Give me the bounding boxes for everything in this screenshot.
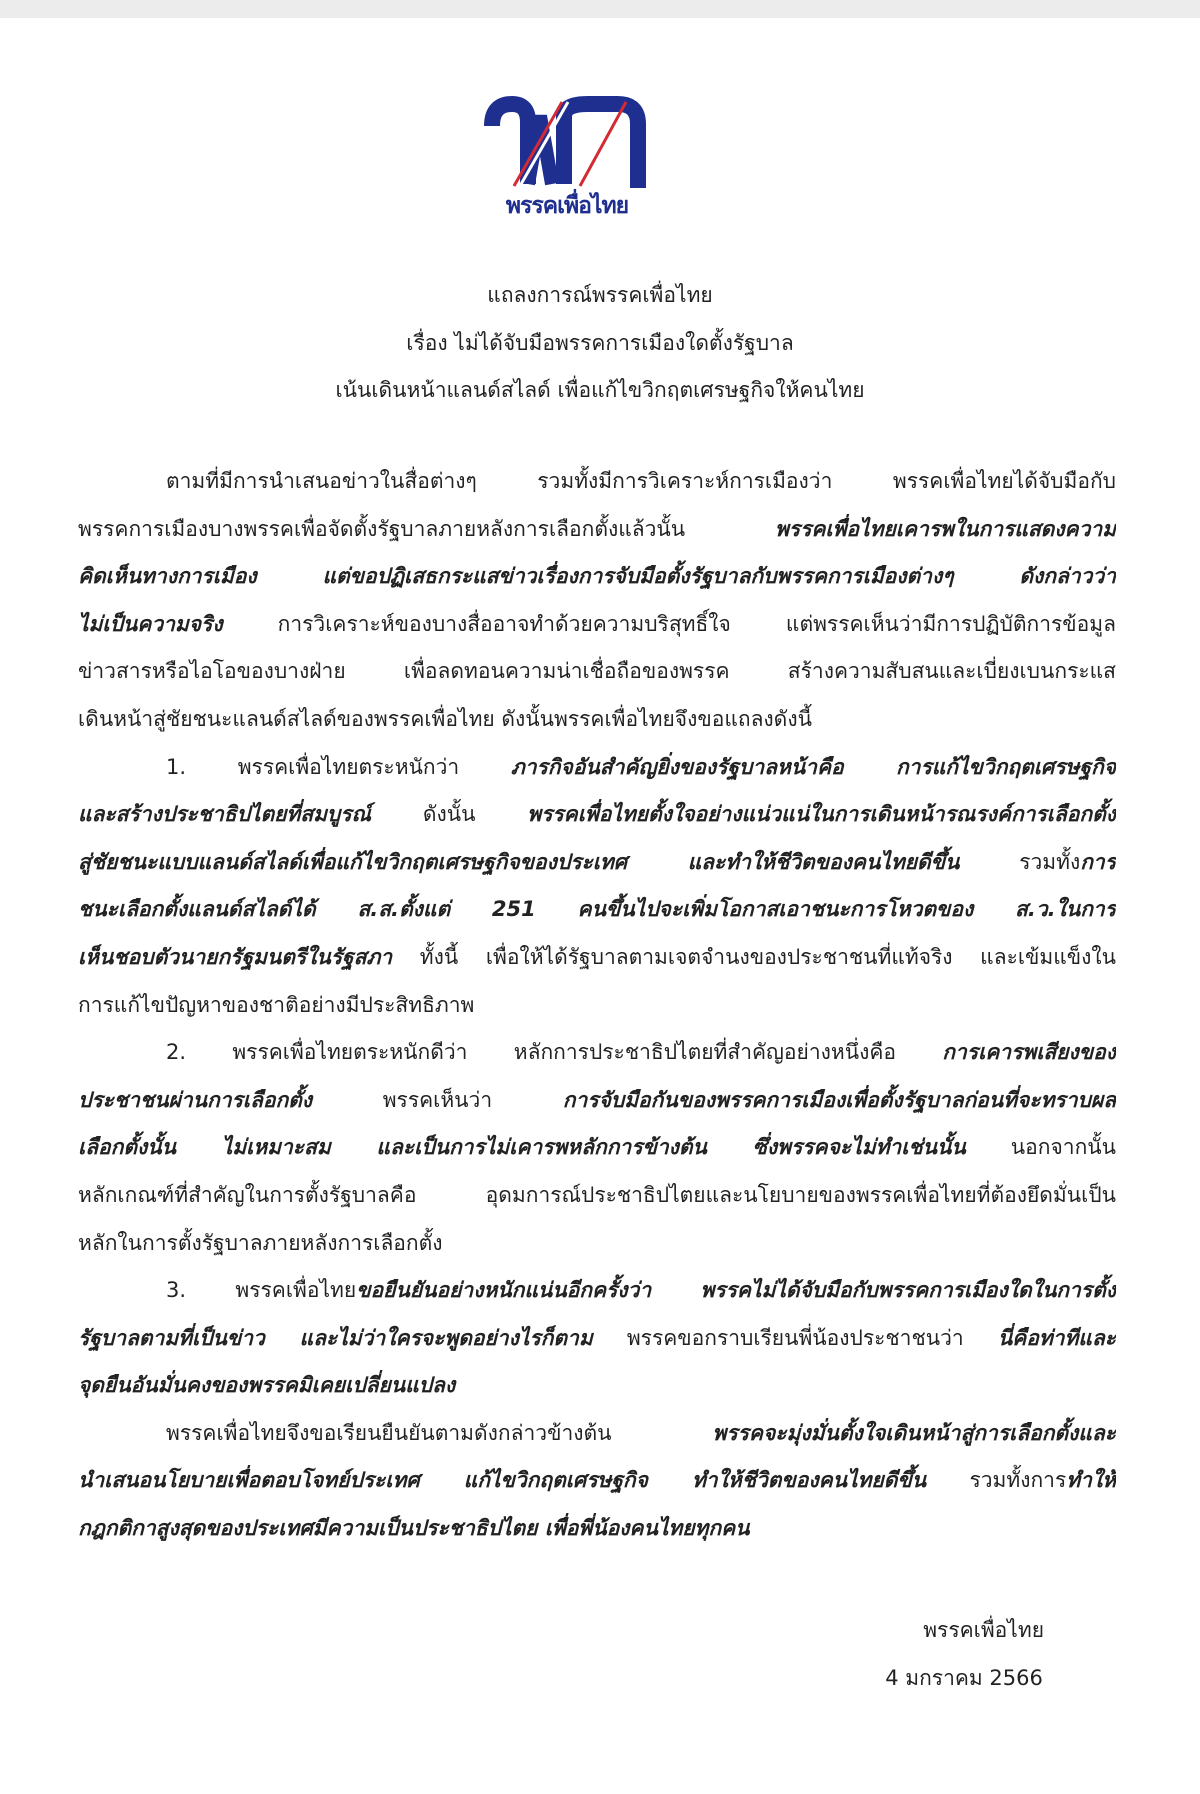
text-run: พรรคเห็นว่า [312,1087,563,1112]
text-run: 1. พรรคเพื่อไทยตระหนักว่า [166,754,511,779]
emphasized-text: จุดยืนอันมั่นคงของพรรคมิเคยเปลี่ยนแปลง [78,1373,456,1398]
text-line [78,1410,1116,1458]
signature-name: พรรคเพื่อไทย [923,1618,1044,1642]
emphasized-text: สู่ชัยชนะแบบแลนด์สไลด์เพื่อแก้ไขวิกฤตเศรษฐกิจของประเทศ และทำให้ชีวิตของคนไทยดีขึ้น [78,849,960,874]
emphasized-text: นำเสนอนโยบายเพื่อตอบโจทย์ประเทศ แก้ไขวิกฤตเศรษฐกิจ ทำให้ชีวิตของคนไทยดีขึ้น [78,1468,927,1493]
text-run: พรรคขอกราบเรียนพี่น้องประชาชนว่า [592,1325,998,1350]
text-line [78,934,1116,982]
paragraph [78,1029,1116,1267]
emphasized-text: ขอยืนยันอย่างหนักแน่นอีกครั้งว่า [356,1278,652,1303]
emphasized-text: ประชาชนผ่านการเลือกตั้ง [78,1087,313,1112]
emphasized-text: พรรคเพื่อไทยเคารพในการแสดงความ [774,516,1116,541]
text-line [78,839,1116,887]
text-run: ทั้งนี้ เพื่อให้ได้รัฐบาลตามเจตจำนงของประชาชนที่แท้จริง และเข้มแข็งใน [392,944,1116,969]
emphasized-text: รัฐบาลตามที่เป็นข่าว และไม่ว่าใครจะพูดอย่างไรก็ตาม [78,1325,593,1350]
text-line [78,1124,1116,1172]
text-run: รวมทั้ง [959,849,1081,874]
emphasized-text: การเคารพเสียงของ [942,1040,1116,1065]
text-run: การวิเคราะห์ของบางสื่ออาจทำด้วยความบริสุทธิ์ใจ แต่พรรคเห็นว่ามีการปฏิบัติการข้อมูล [222,611,1116,636]
emphasized-text: การ [1080,849,1116,874]
paragraph [78,1267,1116,1410]
paragraph [78,1410,1116,1553]
text-run: พรรคเพื่อไทยจึงขอเรียนยืนยันตามดังกล่าวข้างต้น [166,1420,713,1445]
text-line [78,458,1116,506]
signature-date: 4 มกราคม 2566 [885,1666,1043,1690]
text-run: เดินหน้าสู่ชัยชนะแลนด์สไลด์ของพรรคเพื่อไทย ดังนั้นพรรคเพื่อไทยจึงขอแถลงดังนี้ [78,706,812,731]
text-line [78,1172,1116,1220]
text-line [78,1077,1116,1125]
text-run [651,1278,700,1302]
emphasized-text: การจับมือกันของพรรคการเมืองเพื่อตั้งรัฐบาลก่อนที่จะทราบผล [562,1087,1116,1112]
text-line [78,1457,1116,1505]
text-line [78,553,1116,601]
text-run: 2. พรรคเพื่อไทยตระหนักดีว่า หลักการประชาธิปไตยที่สำคัญอย่างหนึ่งคือ [166,1040,943,1065]
text-run: หลักเกณฑ์ที่สำคัญในการตั้งรัฐบาลคือ อุดมการณ์ประชาธิปไตยและนโยบายของพรรคเพื่อไทยที่ต้องยึดมั่นเป็น [78,1182,1116,1207]
emphasized-text: นี่คือท่าทีและ [997,1325,1116,1350]
text-run: ตามที่มีการนำเสนอข่าวในสื่อต่างๆ รวมทั้งมีการวิเคราะห์การเมืองว่า พรรคเพื่อไทยได้จับมือกับ [166,469,1116,493]
text-line [78,601,1116,649]
emphasized-text: ทำให้ [1066,1468,1116,1493]
emphasized-text: พรรคเพื่อไทยตั้งใจอย่างแน่วแน่ในการเดินหน้ารณรงค์การเลือกตั้ง [527,802,1116,827]
emphasized-text: กฎกติกาสูงสุดของประเทศมีความเป็นประชาธิปไตย เพื่อพี่น้องคนไทยทุกคน [78,1516,750,1541]
paragraph [78,458,1116,744]
text-run: ข่าวสารหรือไอโอของบางฝ่าย เพื่อลดทอนความน่าเชื่อถือของพรรค สร้างความสับสนและเบี่ยงเบนกระแส [78,659,1116,684]
text-line [78,1315,1116,1363]
emphasized-text: เลือกตั้งนั้น ไม่เหมาะสม และเป็นการไม่เคารพหลักการข้างต้น ซึ่งพรรคจะไม่ทำเช่นนั้น [78,1135,966,1160]
emphasized-text: พรรคจะมุ่งมั่นตั้งใจเดินหน้าสู่การเลือกตั้งและ [712,1420,1116,1445]
emphasized-text: ชนะเลือกตั้งแลนด์สไลด์ได้ ส.ส.ตั้งแต่ 251 คนขึ้นไปจะเพิ่มโอกาสเอาชนะการโหวตของ ส.ว.ในการ [78,897,1116,922]
text-run: หลักในการตั้งรัฐบาลภายหลังการเลือกตั้ง [78,1230,443,1255]
emphasized-text: และสร้างประชาธิปไตยที่สมบูรณ์ [78,802,372,827]
text-run: การแก้ไขปัญหาของชาติอย่างมีประสิทธิภาพ [78,992,475,1017]
text-run: 3. พรรคเพื่อไทย [166,1278,357,1303]
title-line: แถลงการณ์พรรคเพื่อไทย [487,283,713,307]
statement-title [0,272,1200,415]
text-line [78,1505,1116,1553]
subtitle-line: เน้นเดินหน้าแลนด์สไลด์ เพื่อแก้ไขวิกฤตเศรษฐกิจให้คนไทย [335,378,865,402]
text-line [78,744,1116,792]
text-line [78,648,1116,696]
logo-text: พรรคเพื่อไทย [505,193,629,219]
text-line [78,1220,1116,1268]
emphasized-text: ไม่เป็นความจริง [78,611,223,636]
text-line [78,1362,1116,1410]
text-line [78,886,1116,934]
text-line [78,1029,1116,1077]
text-line [78,696,1116,744]
text-line [78,982,1116,1030]
paragraph [78,744,1116,1030]
emphasized-text: พรรคไม่ได้จับมือกับพรรคการเมืองใดในการตั้ง [700,1278,1116,1303]
emphasized-text: เห็นชอบตัวนายกรัฐมนตรีในรัฐสภา [78,944,393,969]
text-line [78,506,1116,554]
text-run: พรรคการเมืองบางพรรคเพื่อจัดตั้งรัฐบาลภายหลังการเลือกตั้งแล้วนั้น [78,516,775,541]
top-bar [0,0,1200,18]
emphasized-text: คิดเห็นทางการเมือง แต่ขอปฏิเสธกระแสข่าวเรื่องการจับมือตั้งรัฐบาลกับพรรคการเมืองต่างๆ ดังกล่าวว่า [78,564,1116,589]
statement-body [78,458,1116,1553]
signature-block [885,1606,1044,1702]
emphasized-text: ภารกิจอันสำคัญยิ่งของรัฐบาลหน้าคือ การแก้ไขวิกฤตเศรษฐกิจ [510,754,1116,779]
subject-line: เรื่อง ไม่ได้จับมือพรรคการเมืองใดตั้งรัฐบาล [406,330,794,355]
text-line [78,791,1116,839]
text-run: รวมทั้งการ [926,1468,1067,1493]
text-line [78,1267,1116,1315]
text-run: นอกจากนั้น [965,1135,1116,1160]
text-run: ดังนั้น [371,802,528,827]
